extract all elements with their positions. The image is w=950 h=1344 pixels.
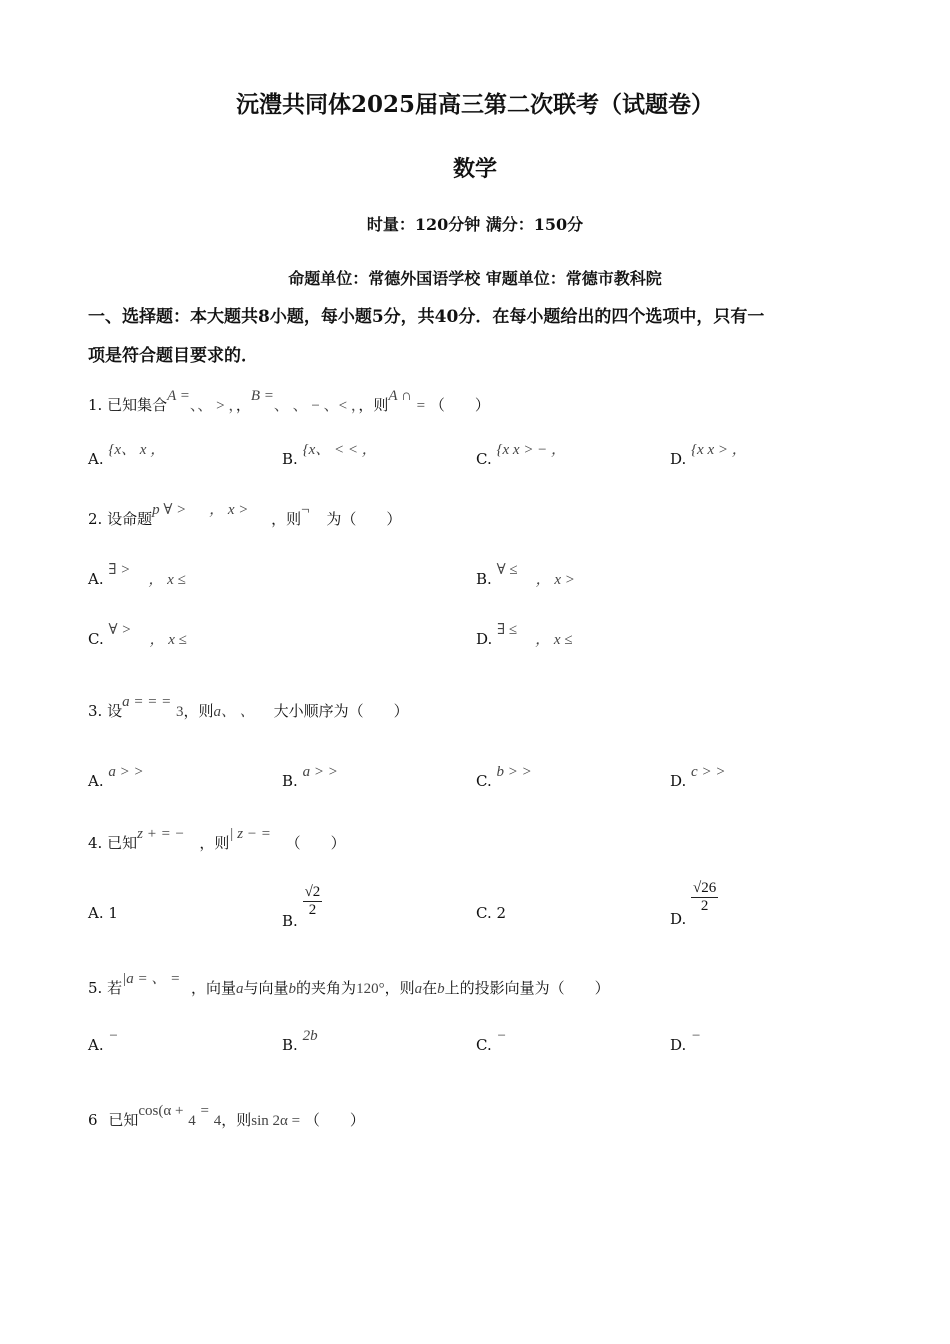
- math-fragment: cos(α +: [138, 1103, 184, 1119]
- q4-option-b: B. $\frac{√2}{2}$: [282, 884, 321, 930]
- math-fragment: | z − =: [229, 826, 271, 842]
- question-number: 4.: [88, 834, 103, 852]
- question-text: 已知: [107, 834, 138, 852]
- question-6: [88, 1103, 365, 1130]
- question-text: ，则: [358, 396, 389, 414]
- math-fragment: =: [416, 398, 426, 414]
- q1-option-a: A. {x、 x ，: [88, 442, 166, 468]
- question-number: 5.: [88, 979, 103, 997]
- question-text: 设: [107, 702, 123, 720]
- answer-paren: （ ）: [429, 396, 490, 414]
- q5-option-d: D. −: [670, 1028, 702, 1054]
- question-text: 大小顺序为（ ）: [273, 702, 409, 720]
- q3-option-c: C. b > >: [476, 764, 532, 790]
- q1-option-d: D. {x x > ，: [670, 442, 747, 468]
- question-4: [88, 826, 346, 853]
- q2-option-a: A. ∃ >， x ≤: [88, 562, 186, 588]
- question-text: 若: [107, 979, 123, 997]
- question-number: 6: [88, 1111, 98, 1129]
- question-text: 已知集合: [107, 396, 168, 414]
- math-fragment: ， x >: [209, 502, 249, 518]
- section-heading-line1: 一、选择题：本大题共8小题，每小题5分，共40分．在每小题给出的四个选项中，只有一: [88, 307, 765, 327]
- math-fragment: a、 、: [213, 704, 255, 720]
- question-text: ，则: [271, 510, 302, 528]
- question-number: 2.: [88, 510, 103, 528]
- time-info: 时量：120分钟 满分：150分: [366, 215, 584, 234]
- math-fragment: 4: [188, 1113, 196, 1129]
- question-text: ，则: [183, 702, 214, 720]
- math-fragment: ¬: [301, 502, 310, 518]
- q4-option-c: C. 2: [476, 904, 507, 922]
- question-text: ，: [235, 396, 251, 414]
- q2-option-d: D. ∃ ≤， x ≤: [476, 622, 573, 648]
- subject-title: 数学: [452, 156, 497, 182]
- math-fragment: 3: [176, 704, 184, 720]
- exam-title: 沅澧共同体2025届高三第二次联考（试题卷）: [235, 91, 714, 118]
- question-text: 已知: [108, 1111, 139, 1129]
- fraction: $\frac{√2}{2}$: [304, 884, 321, 918]
- math-fragment: 、、 > ，: [189, 398, 236, 414]
- fraction: $\frac{√26}{2}$: [693, 880, 717, 914]
- q5-option-a: A. −: [88, 1028, 119, 1054]
- q1-option-b: B. {x、 < < ，: [282, 442, 377, 468]
- question-text: 为（ ）: [326, 510, 402, 528]
- q5-option-c: C. −: [476, 1028, 507, 1054]
- math-fragment: =: [200, 1103, 209, 1119]
- q3-option-a: A. a > >: [88, 764, 144, 790]
- question-1: [88, 388, 490, 415]
- answer-paren: （ ）: [285, 834, 346, 852]
- math-fragment: sin 2α =: [251, 1113, 301, 1129]
- answer-paren: （ ）: [304, 1111, 365, 1129]
- section-heading-line2: 项是符合题目要求的．: [88, 346, 258, 366]
- q4-option-d: D. $\frac{√26}{2}$: [670, 880, 717, 928]
- question-2: [88, 502, 402, 529]
- q1-option-c: C. {x x > − ，: [476, 442, 567, 468]
- question-text: 设命题: [107, 510, 153, 528]
- math-fragment: |a = 、 =: [122, 971, 181, 987]
- question-text: ，则: [221, 1111, 252, 1129]
- q2-option-b: B. ∀ ≤， x >: [476, 562, 575, 588]
- q5-option-b: B. 2b: [282, 1028, 318, 1054]
- math-fragment: p ∀ >: [152, 502, 187, 518]
- math-fragment: z + = −: [137, 826, 185, 842]
- math-fragment: B =: [250, 388, 274, 404]
- math-fragment: 4: [213, 1113, 222, 1129]
- q3-option-b: B. a > >: [282, 764, 338, 790]
- unit-info: 命题单位：常德外国语学校 审题单位：常德市教科院: [288, 269, 662, 288]
- question-3: [88, 694, 409, 721]
- question-number: 1.: [88, 396, 103, 414]
- q2-option-c: C. ∀ >， x ≤: [88, 622, 187, 648]
- math-fragment: 、 、 − 、< ，: [273, 398, 359, 414]
- q4-option-a: A. 1: [88, 904, 118, 922]
- question-5: 5. 若|a = 、 = ，向量a与向量b的夹角为120°，则a在b上的投影向量为（ ）: [88, 971, 610, 997]
- math-fragment: a = = =: [122, 694, 172, 710]
- math-fragment: A =: [167, 388, 190, 404]
- math-fragment: A ∩: [388, 388, 412, 404]
- q3-option-d: D. c > >: [670, 764, 726, 790]
- question-text: ，向量: [191, 979, 237, 997]
- question-number: 3.: [88, 702, 103, 720]
- question-text: ，则: [199, 834, 230, 852]
